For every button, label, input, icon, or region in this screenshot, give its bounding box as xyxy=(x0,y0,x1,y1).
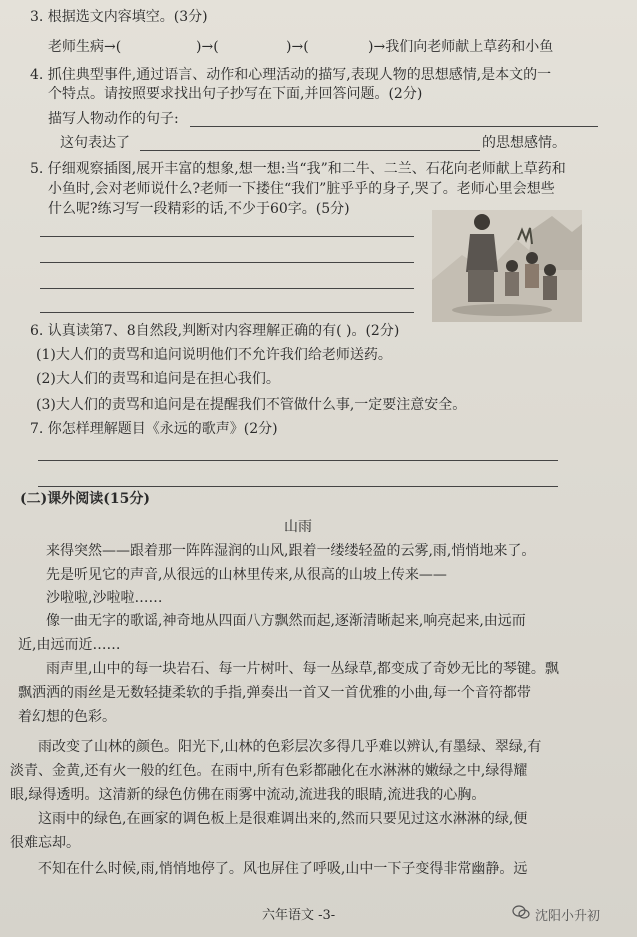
passage-line: 像一曲无字的歌谣,神奇地从四面八方飘然而起,逐渐清晰起来,响亮起来,由远而 xyxy=(46,613,526,629)
wechat-icon xyxy=(512,903,530,921)
q4-prompt2: 这句表达了 xyxy=(60,135,130,151)
passage-line: 近,由远而近…… xyxy=(18,637,121,653)
section2-heading: (二)课外阅读(15分) xyxy=(20,491,150,507)
page-number: 六年语文 -3- xyxy=(262,908,336,923)
passage-line: 很难忘却。 xyxy=(10,835,80,851)
q5-line3: 什么呢?练习写一段精彩的话,不少于60字。(5分) xyxy=(48,201,350,217)
q4-line2: 个特点。请按照要求找出句子抄写在下面,并回答问题。(2分) xyxy=(48,86,423,102)
passage-line: 眼,绿得透明。这清新的绿色仿佛在雨雾中流动,流进我的眼睛,流进我的心胸。 xyxy=(10,787,486,803)
q4-answer-line2[interactable] xyxy=(140,150,480,151)
q6-option-2: (2)大人们的责骂和追问是在担心我们。 xyxy=(36,371,280,387)
q6-option-1: (1)大人们的责骂和追问说明他们不允许我们给老师送药。 xyxy=(36,347,392,363)
q6-option-3: (3)大人们的责骂和追问是在提醒我们不管做什么事,一定要注意安全。 xyxy=(36,397,467,413)
passage-line: 沙啦啦,沙啦啦…… xyxy=(46,590,163,606)
q3-seq-start: 老师生病→( xyxy=(48,39,122,55)
q7-answer-line2[interactable] xyxy=(38,486,558,487)
passage-line: 来得突然——跟着那一阵阵湿润的山风,跟着一缕缕轻盈的云雾,雨,悄悄地来了。 xyxy=(46,543,536,559)
passage-line: 雨声里,山中的每一块岩石、每一片树叶、每一丛绿草,都变成了奇妙无比的琴键。飘 xyxy=(46,661,559,677)
q4-answer-line1[interactable] xyxy=(190,126,598,127)
passage-line: 着幻想的色彩。 xyxy=(18,709,116,725)
q5-line1: 5. 仔细观察插图,展开丰富的想象,想一想:当“我”和二牛、二兰、石花向老师献上草药和 xyxy=(30,161,566,177)
passage-line: 雨改变了山林的颜色。阳光下,山林的色彩层次多得几乎难以辨认,有墨绿、翠绿,有 xyxy=(38,739,542,755)
passage-title: 山雨 xyxy=(284,519,312,535)
passage-line: 先是听见它的声音,从很远的山林里传来,从很高的山坡上传来—— xyxy=(46,567,447,583)
q5-answer-line4[interactable] xyxy=(40,312,414,313)
q6-title: 6. 认真读第7、8自然段,判断对内容理解正确的有( )。(2分) xyxy=(30,323,400,339)
watermark-text: 沈阳小升初 xyxy=(535,909,601,924)
q7-answer-line1[interactable] xyxy=(38,460,558,461)
q7-title: 7. 你怎样理解题目《永远的歌声》(2分) xyxy=(30,421,278,437)
passage-line: 淡青、金黄,还有火一般的红色。在雨中,所有色彩都融化在水淋淋的嫩绿之中,绿得耀 xyxy=(10,763,528,779)
q4-prompt2-end: 的思想感情。 xyxy=(482,135,566,151)
q3-title: 3. 根据选文内容填空。(3分) xyxy=(30,9,208,25)
passage-line: 这雨中的绿色,在画家的调色板上是很难调出来的,然而只要见过这水淋淋的绿,便 xyxy=(38,811,528,827)
q4-prompt1: 描写人物动作的句子: xyxy=(48,111,179,127)
teacher-children-illustration xyxy=(432,210,582,322)
q5-answer-line1[interactable] xyxy=(40,236,414,237)
q4-line1: 4. 抓住典型事件,通过语言、动作和心理活动的描写,表现人物的思想感情,是本文的一 xyxy=(30,67,552,83)
passage-line: 不知在什么时候,雨,悄悄地停了。风也屏住了呼吸,山中一下子变得非常幽静。远 xyxy=(38,861,528,877)
q5-answer-line3[interactable] xyxy=(40,288,414,289)
q3-arrow1: )→( xyxy=(196,39,219,55)
q5-line2: 小鱼时,会对老师说什么?老师一下搂住“我们”脏乎乎的身子,哭了。老师心里会想些 xyxy=(48,181,555,197)
q5-answer-line2[interactable] xyxy=(40,262,414,263)
q3-arrow2: )→( xyxy=(286,39,309,55)
q3-seq-end: )→我们向老师献上草药和小鱼 xyxy=(368,39,554,55)
passage-line: 飘洒洒的雨丝是无数轻捷柔软的手指,弹奏出一首又一首优雅的小曲,每一个音符都带 xyxy=(18,685,531,701)
